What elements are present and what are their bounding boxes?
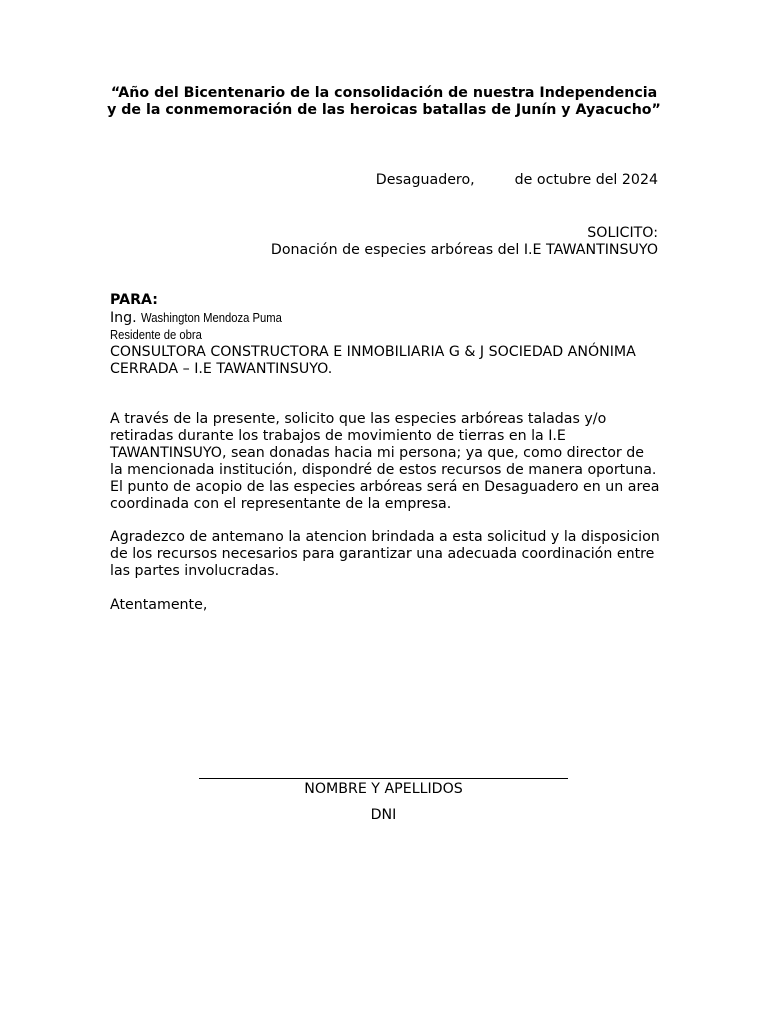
recipient-company: CONSULTORA CONSTRUCTORA E INMOBILIARIA G & J SOCIEDAD ANÓNIMA CERRADA – I.E TAWANTINSUYO. — [110, 344, 636, 377]
signature-line — [199, 778, 568, 779]
para-label: PARA: — [110, 292, 158, 308]
solicito-label: SOLICITO: — [587, 225, 658, 241]
document-heading: “Año del Bicentenario de la consolidación de nuestra Independencia y de la conmemoración de las heroicas batallas de Junín y Ayacucho” — [107, 85, 661, 118]
body-paragraph-1: A través de la presente, solicito que las especies arbóreas taladas y/o retiradas durante los trabajos de movimiento de tierras en la I.E TAWANTINSUYO, sean donadas hacia mi persona; ya que, como director de la mencionada institución, dispondré de estos recursos de manera oportuna. El punto de acopio de las especies arbóreas será en Desaguadero en un area coordinada con el representante de la empresa. — [110, 411, 660, 512]
signature-dni-label: DNI — [370, 807, 397, 823]
date-place: Desaguadero, — [375, 172, 475, 188]
recipient-role — [110, 327, 660, 344]
recipient-line — [110, 310, 660, 327]
recipient-title: Ing. — [110, 310, 137, 326]
date-rest: de octubre del 2024 — [514, 172, 658, 188]
solicito-subject: Donación de especies arbóreas del I.E TAWANTINSUYO — [270, 242, 658, 258]
recipient-role-text: Residente de obra — [110, 328, 202, 342]
closing: Atentamente, — [110, 597, 208, 613]
signature-name-placeholder: NOMBRE Y APELLIDOS — [304, 781, 463, 797]
date-line — [376, 172, 658, 189]
body-paragraph-2: Agradezco de antemano la atencion brindada a esta solicitud y la disposicion de los recursos necesarios para garantizar una adecuada coordinación entre las partes involucradas. — [110, 529, 660, 579]
recipient-name: Washington Mendoza Puma — [141, 311, 283, 325]
